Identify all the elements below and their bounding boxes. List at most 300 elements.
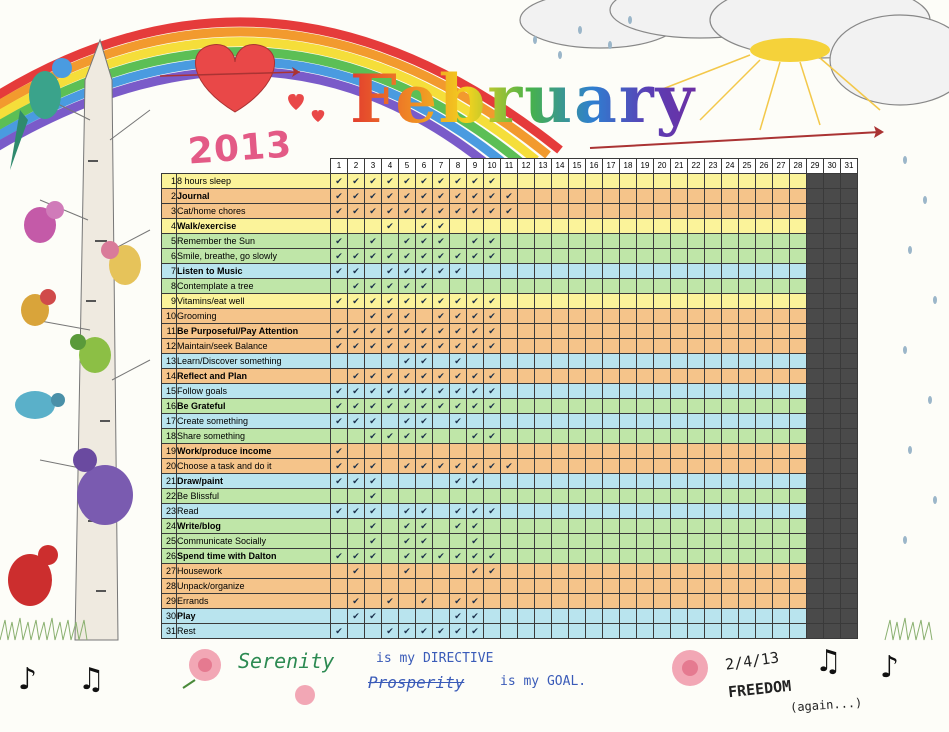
day-cell[interactable] xyxy=(535,384,552,399)
day-cell[interactable] xyxy=(569,264,586,279)
day-cell[interactable] xyxy=(671,204,688,219)
day-cell[interactable] xyxy=(569,309,586,324)
day-cell[interactable] xyxy=(790,204,807,219)
check-mark-icon[interactable]: ✔ xyxy=(382,249,399,264)
day-cell[interactable] xyxy=(569,609,586,624)
check-mark-icon[interactable]: ✔ xyxy=(416,189,433,204)
day-cell[interactable] xyxy=(807,549,824,564)
day-cell[interactable] xyxy=(433,354,450,369)
check-mark-icon[interactable]: ✔ xyxy=(382,324,399,339)
day-cell[interactable] xyxy=(790,534,807,549)
day-cell[interactable] xyxy=(688,399,705,414)
day-cell[interactable] xyxy=(552,279,569,294)
day-cell[interactable] xyxy=(824,219,841,234)
day-cell[interactable] xyxy=(552,429,569,444)
day-cell[interactable] xyxy=(552,369,569,384)
day-cell[interactable] xyxy=(586,264,603,279)
day-cell[interactable] xyxy=(671,549,688,564)
check-mark-icon[interactable]: ✔ xyxy=(416,249,433,264)
day-cell[interactable] xyxy=(739,234,756,249)
day-cell[interactable] xyxy=(569,399,586,414)
day-cell[interactable] xyxy=(790,294,807,309)
day-cell[interactable] xyxy=(416,309,433,324)
day-cell[interactable] xyxy=(773,519,790,534)
day-cell[interactable] xyxy=(688,174,705,189)
day-cell[interactable] xyxy=(654,474,671,489)
day-cell[interactable] xyxy=(552,339,569,354)
day-cell[interactable] xyxy=(637,594,654,609)
day-cell[interactable] xyxy=(620,504,637,519)
day-cell[interactable] xyxy=(586,474,603,489)
day-cell[interactable] xyxy=(841,489,858,504)
day-cell[interactable] xyxy=(790,414,807,429)
day-cell[interactable] xyxy=(535,339,552,354)
day-cell[interactable] xyxy=(654,354,671,369)
check-mark-icon[interactable]: ✔ xyxy=(399,534,416,549)
day-cell[interactable] xyxy=(433,489,450,504)
day-cell[interactable] xyxy=(603,579,620,594)
day-cell[interactable] xyxy=(535,369,552,384)
check-mark-icon[interactable]: ✔ xyxy=(450,324,467,339)
day-cell[interactable] xyxy=(773,489,790,504)
day-cell[interactable] xyxy=(705,459,722,474)
check-mark-icon[interactable]: ✔ xyxy=(382,294,399,309)
day-cell[interactable] xyxy=(569,384,586,399)
day-cell[interactable] xyxy=(620,399,637,414)
day-cell[interactable] xyxy=(790,234,807,249)
day-cell[interactable] xyxy=(586,279,603,294)
day-cell[interactable] xyxy=(586,384,603,399)
day-cell[interactable] xyxy=(722,309,739,324)
day-cell[interactable] xyxy=(773,549,790,564)
day-cell[interactable] xyxy=(569,294,586,309)
check-mark-icon[interactable]: ✔ xyxy=(467,429,484,444)
day-cell[interactable] xyxy=(722,504,739,519)
check-mark-icon[interactable]: ✔ xyxy=(416,399,433,414)
day-cell[interactable] xyxy=(790,489,807,504)
day-cell[interactable] xyxy=(824,339,841,354)
day-cell[interactable] xyxy=(722,459,739,474)
day-cell[interactable] xyxy=(671,189,688,204)
day-cell[interactable] xyxy=(722,204,739,219)
check-mark-icon[interactable]: ✔ xyxy=(433,624,450,639)
day-cell[interactable] xyxy=(756,324,773,339)
day-cell[interactable] xyxy=(501,504,518,519)
check-mark-icon[interactable]: ✔ xyxy=(450,624,467,639)
day-cell[interactable] xyxy=(671,504,688,519)
day-cell[interactable] xyxy=(841,264,858,279)
day-cell[interactable] xyxy=(535,264,552,279)
check-mark-icon[interactable]: ✔ xyxy=(365,294,382,309)
day-cell[interactable] xyxy=(348,219,365,234)
check-mark-icon[interactable]: ✔ xyxy=(484,309,501,324)
day-cell[interactable] xyxy=(433,429,450,444)
check-mark-icon[interactable]: ✔ xyxy=(382,219,399,234)
check-mark-icon[interactable]: ✔ xyxy=(433,384,450,399)
day-cell[interactable] xyxy=(841,504,858,519)
day-cell[interactable] xyxy=(365,219,382,234)
day-cell[interactable] xyxy=(705,534,722,549)
day-cell[interactable] xyxy=(382,534,399,549)
day-cell[interactable] xyxy=(688,459,705,474)
day-cell[interactable] xyxy=(841,324,858,339)
day-cell[interactable] xyxy=(637,324,654,339)
day-cell[interactable] xyxy=(552,459,569,474)
day-cell[interactable] xyxy=(501,444,518,459)
day-cell[interactable] xyxy=(705,519,722,534)
check-mark-icon[interactable]: ✔ xyxy=(433,549,450,564)
check-mark-icon[interactable]: ✔ xyxy=(348,204,365,219)
day-cell[interactable] xyxy=(824,549,841,564)
check-mark-icon[interactable]: ✔ xyxy=(365,519,382,534)
day-cell[interactable] xyxy=(382,504,399,519)
check-mark-icon[interactable]: ✔ xyxy=(450,174,467,189)
day-cell[interactable] xyxy=(671,174,688,189)
check-mark-icon[interactable]: ✔ xyxy=(382,384,399,399)
day-cell[interactable] xyxy=(501,174,518,189)
day-cell[interactable] xyxy=(603,459,620,474)
day-cell[interactable] xyxy=(756,399,773,414)
day-cell[interactable] xyxy=(824,279,841,294)
check-mark-icon[interactable]: ✔ xyxy=(382,204,399,219)
day-cell[interactable] xyxy=(535,624,552,639)
day-cell[interactable] xyxy=(773,294,790,309)
check-mark-icon[interactable]: ✔ xyxy=(382,174,399,189)
day-cell[interactable] xyxy=(603,429,620,444)
day-cell[interactable] xyxy=(824,249,841,264)
day-cell[interactable] xyxy=(705,369,722,384)
day-cell[interactable] xyxy=(773,339,790,354)
day-cell[interactable] xyxy=(671,519,688,534)
day-cell[interactable] xyxy=(688,579,705,594)
day-cell[interactable] xyxy=(671,234,688,249)
check-mark-icon[interactable]: ✔ xyxy=(399,294,416,309)
check-mark-icon[interactable]: ✔ xyxy=(433,234,450,249)
check-mark-icon[interactable]: ✔ xyxy=(348,339,365,354)
check-mark-icon[interactable]: ✔ xyxy=(433,249,450,264)
day-cell[interactable] xyxy=(807,174,824,189)
day-cell[interactable] xyxy=(688,264,705,279)
day-cell[interactable] xyxy=(552,294,569,309)
day-cell[interactable] xyxy=(756,234,773,249)
day-cell[interactable] xyxy=(824,384,841,399)
day-cell[interactable] xyxy=(773,624,790,639)
day-cell[interactable] xyxy=(756,369,773,384)
day-cell[interactable] xyxy=(671,444,688,459)
day-cell[interactable] xyxy=(654,234,671,249)
day-cell[interactable] xyxy=(348,234,365,249)
day-cell[interactable] xyxy=(586,234,603,249)
day-cell[interactable] xyxy=(552,444,569,459)
check-mark-icon[interactable]: ✔ xyxy=(433,459,450,474)
day-cell[interactable] xyxy=(722,369,739,384)
check-mark-icon[interactable]: ✔ xyxy=(433,189,450,204)
day-cell[interactable] xyxy=(637,204,654,219)
check-mark-icon[interactable]: ✔ xyxy=(467,204,484,219)
day-cell[interactable] xyxy=(739,489,756,504)
day-cell[interactable] xyxy=(705,414,722,429)
check-mark-icon[interactable]: ✔ xyxy=(399,504,416,519)
check-mark-icon[interactable]: ✔ xyxy=(467,534,484,549)
day-cell[interactable] xyxy=(654,174,671,189)
day-cell[interactable] xyxy=(824,399,841,414)
day-cell[interactable] xyxy=(739,534,756,549)
day-cell[interactable] xyxy=(807,414,824,429)
day-cell[interactable] xyxy=(501,369,518,384)
check-mark-icon[interactable]: ✔ xyxy=(382,339,399,354)
day-cell[interactable] xyxy=(620,309,637,324)
day-cell[interactable] xyxy=(790,504,807,519)
day-cell[interactable] xyxy=(739,624,756,639)
day-cell[interactable] xyxy=(535,564,552,579)
check-mark-icon[interactable]: ✔ xyxy=(399,279,416,294)
day-cell[interactable] xyxy=(688,189,705,204)
check-mark-icon[interactable]: ✔ xyxy=(399,459,416,474)
day-cell[interactable] xyxy=(705,174,722,189)
day-cell[interactable] xyxy=(484,594,501,609)
day-cell[interactable] xyxy=(467,579,484,594)
day-cell[interactable] xyxy=(654,204,671,219)
day-cell[interactable] xyxy=(569,369,586,384)
day-cell[interactable] xyxy=(705,489,722,504)
day-cell[interactable] xyxy=(671,429,688,444)
day-cell[interactable] xyxy=(331,609,348,624)
day-cell[interactable] xyxy=(654,189,671,204)
day-cell[interactable] xyxy=(688,429,705,444)
day-cell[interactable] xyxy=(399,594,416,609)
check-mark-icon[interactable]: ✔ xyxy=(450,519,467,534)
day-cell[interactable] xyxy=(518,249,535,264)
day-cell[interactable] xyxy=(552,324,569,339)
day-cell[interactable] xyxy=(654,549,671,564)
day-cell[interactable] xyxy=(756,534,773,549)
check-mark-icon[interactable]: ✔ xyxy=(399,429,416,444)
check-mark-icon[interactable]: ✔ xyxy=(399,399,416,414)
day-cell[interactable] xyxy=(705,249,722,264)
day-cell[interactable] xyxy=(382,609,399,624)
day-cell[interactable] xyxy=(841,204,858,219)
day-cell[interactable] xyxy=(620,204,637,219)
day-cell[interactable] xyxy=(416,609,433,624)
day-cell[interactable] xyxy=(756,519,773,534)
check-mark-icon[interactable]: ✔ xyxy=(399,624,416,639)
day-cell[interactable] xyxy=(807,609,824,624)
day-cell[interactable] xyxy=(790,174,807,189)
day-cell[interactable] xyxy=(484,279,501,294)
check-mark-icon[interactable]: ✔ xyxy=(365,609,382,624)
check-mark-icon[interactable]: ✔ xyxy=(365,174,382,189)
day-cell[interactable] xyxy=(569,249,586,264)
check-mark-icon[interactable]: ✔ xyxy=(450,249,467,264)
day-cell[interactable] xyxy=(348,624,365,639)
check-mark-icon[interactable]: ✔ xyxy=(484,369,501,384)
check-mark-icon[interactable]: ✔ xyxy=(467,309,484,324)
day-cell[interactable] xyxy=(569,444,586,459)
day-cell[interactable] xyxy=(348,309,365,324)
day-cell[interactable] xyxy=(399,609,416,624)
day-cell[interactable] xyxy=(331,429,348,444)
check-mark-icon[interactable]: ✔ xyxy=(399,339,416,354)
day-cell[interactable] xyxy=(501,324,518,339)
day-cell[interactable] xyxy=(569,279,586,294)
day-cell[interactable] xyxy=(535,429,552,444)
day-cell[interactable] xyxy=(586,549,603,564)
day-cell[interactable] xyxy=(756,414,773,429)
day-cell[interactable] xyxy=(824,309,841,324)
check-mark-icon[interactable]: ✔ xyxy=(467,339,484,354)
day-cell[interactable] xyxy=(433,579,450,594)
day-cell[interactable] xyxy=(637,309,654,324)
day-cell[interactable] xyxy=(824,264,841,279)
day-cell[interactable] xyxy=(586,354,603,369)
day-cell[interactable] xyxy=(756,219,773,234)
day-cell[interactable] xyxy=(654,489,671,504)
day-cell[interactable] xyxy=(552,519,569,534)
day-cell[interactable] xyxy=(603,264,620,279)
day-cell[interactable] xyxy=(382,549,399,564)
check-mark-icon[interactable]: ✔ xyxy=(348,549,365,564)
check-mark-icon[interactable]: ✔ xyxy=(348,189,365,204)
check-mark-icon[interactable]: ✔ xyxy=(348,324,365,339)
day-cell[interactable] xyxy=(501,624,518,639)
day-cell[interactable] xyxy=(722,429,739,444)
check-mark-icon[interactable]: ✔ xyxy=(416,414,433,429)
check-mark-icon[interactable]: ✔ xyxy=(467,609,484,624)
day-cell[interactable] xyxy=(722,399,739,414)
check-mark-icon[interactable]: ✔ xyxy=(467,519,484,534)
check-mark-icon[interactable]: ✔ xyxy=(331,504,348,519)
day-cell[interactable] xyxy=(518,444,535,459)
day-cell[interactable] xyxy=(399,444,416,459)
day-cell[interactable] xyxy=(552,594,569,609)
check-mark-icon[interactable]: ✔ xyxy=(365,204,382,219)
day-cell[interactable] xyxy=(552,249,569,264)
check-mark-icon[interactable]: ✔ xyxy=(399,204,416,219)
day-cell[interactable] xyxy=(535,504,552,519)
day-cell[interactable] xyxy=(586,414,603,429)
day-cell[interactable] xyxy=(790,549,807,564)
day-cell[interactable] xyxy=(501,489,518,504)
day-cell[interactable] xyxy=(348,429,365,444)
check-mark-icon[interactable]: ✔ xyxy=(399,174,416,189)
day-cell[interactable] xyxy=(807,264,824,279)
day-cell[interactable] xyxy=(535,489,552,504)
day-cell[interactable] xyxy=(773,564,790,579)
day-cell[interactable] xyxy=(824,489,841,504)
day-cell[interactable] xyxy=(637,414,654,429)
day-cell[interactable] xyxy=(773,174,790,189)
day-cell[interactable] xyxy=(620,219,637,234)
check-mark-icon[interactable]: ✔ xyxy=(365,189,382,204)
day-cell[interactable] xyxy=(688,444,705,459)
day-cell[interactable] xyxy=(841,369,858,384)
day-cell[interactable] xyxy=(790,594,807,609)
day-cell[interactable] xyxy=(637,399,654,414)
day-cell[interactable] xyxy=(773,234,790,249)
check-mark-icon[interactable]: ✔ xyxy=(382,264,399,279)
day-cell[interactable] xyxy=(348,534,365,549)
day-cell[interactable] xyxy=(790,189,807,204)
check-mark-icon[interactable]: ✔ xyxy=(399,519,416,534)
day-cell[interactable] xyxy=(484,534,501,549)
day-cell[interactable] xyxy=(416,489,433,504)
day-cell[interactable] xyxy=(620,489,637,504)
day-cell[interactable] xyxy=(569,414,586,429)
check-mark-icon[interactable]: ✔ xyxy=(365,234,382,249)
day-cell[interactable] xyxy=(773,309,790,324)
day-cell[interactable] xyxy=(705,609,722,624)
check-mark-icon[interactable]: ✔ xyxy=(365,414,382,429)
day-cell[interactable] xyxy=(841,174,858,189)
day-cell[interactable] xyxy=(824,414,841,429)
day-cell[interactable] xyxy=(705,474,722,489)
day-cell[interactable] xyxy=(382,519,399,534)
day-cell[interactable] xyxy=(654,519,671,534)
check-mark-icon[interactable]: ✔ xyxy=(348,399,365,414)
check-mark-icon[interactable]: ✔ xyxy=(467,384,484,399)
day-cell[interactable] xyxy=(382,444,399,459)
day-cell[interactable] xyxy=(671,564,688,579)
day-cell[interactable] xyxy=(331,594,348,609)
check-mark-icon[interactable]: ✔ xyxy=(365,474,382,489)
check-mark-icon[interactable]: ✔ xyxy=(331,174,348,189)
day-cell[interactable] xyxy=(705,444,722,459)
check-mark-icon[interactable]: ✔ xyxy=(348,504,365,519)
day-cell[interactable] xyxy=(739,324,756,339)
day-cell[interactable] xyxy=(807,294,824,309)
day-cell[interactable] xyxy=(603,399,620,414)
day-cell[interactable] xyxy=(637,219,654,234)
check-mark-icon[interactable]: ✔ xyxy=(382,624,399,639)
day-cell[interactable] xyxy=(620,564,637,579)
day-cell[interactable] xyxy=(739,369,756,384)
day-cell[interactable] xyxy=(382,354,399,369)
day-cell[interactable] xyxy=(569,504,586,519)
day-cell[interactable] xyxy=(824,294,841,309)
day-cell[interactable] xyxy=(552,414,569,429)
day-cell[interactable] xyxy=(382,234,399,249)
day-cell[interactable] xyxy=(688,564,705,579)
day-cell[interactable] xyxy=(722,519,739,534)
day-cell[interactable] xyxy=(671,414,688,429)
day-cell[interactable] xyxy=(603,444,620,459)
day-cell[interactable] xyxy=(535,609,552,624)
day-cell[interactable] xyxy=(620,414,637,429)
check-mark-icon[interactable]: ✔ xyxy=(450,309,467,324)
day-cell[interactable] xyxy=(841,219,858,234)
day-cell[interactable] xyxy=(586,489,603,504)
day-cell[interactable] xyxy=(739,399,756,414)
day-cell[interactable] xyxy=(501,399,518,414)
day-cell[interactable] xyxy=(620,444,637,459)
day-cell[interactable] xyxy=(535,519,552,534)
check-mark-icon[interactable]: ✔ xyxy=(450,549,467,564)
check-mark-icon[interactable]: ✔ xyxy=(484,324,501,339)
day-cell[interactable] xyxy=(756,609,773,624)
day-cell[interactable] xyxy=(484,519,501,534)
day-cell[interactable] xyxy=(756,624,773,639)
day-cell[interactable] xyxy=(433,504,450,519)
day-cell[interactable] xyxy=(433,564,450,579)
day-cell[interactable] xyxy=(467,444,484,459)
day-cell[interactable] xyxy=(467,264,484,279)
day-cell[interactable] xyxy=(773,594,790,609)
day-cell[interactable] xyxy=(654,579,671,594)
day-cell[interactable] xyxy=(756,444,773,459)
day-cell[interactable] xyxy=(654,219,671,234)
day-cell[interactable] xyxy=(824,534,841,549)
check-mark-icon[interactable]: ✔ xyxy=(348,474,365,489)
